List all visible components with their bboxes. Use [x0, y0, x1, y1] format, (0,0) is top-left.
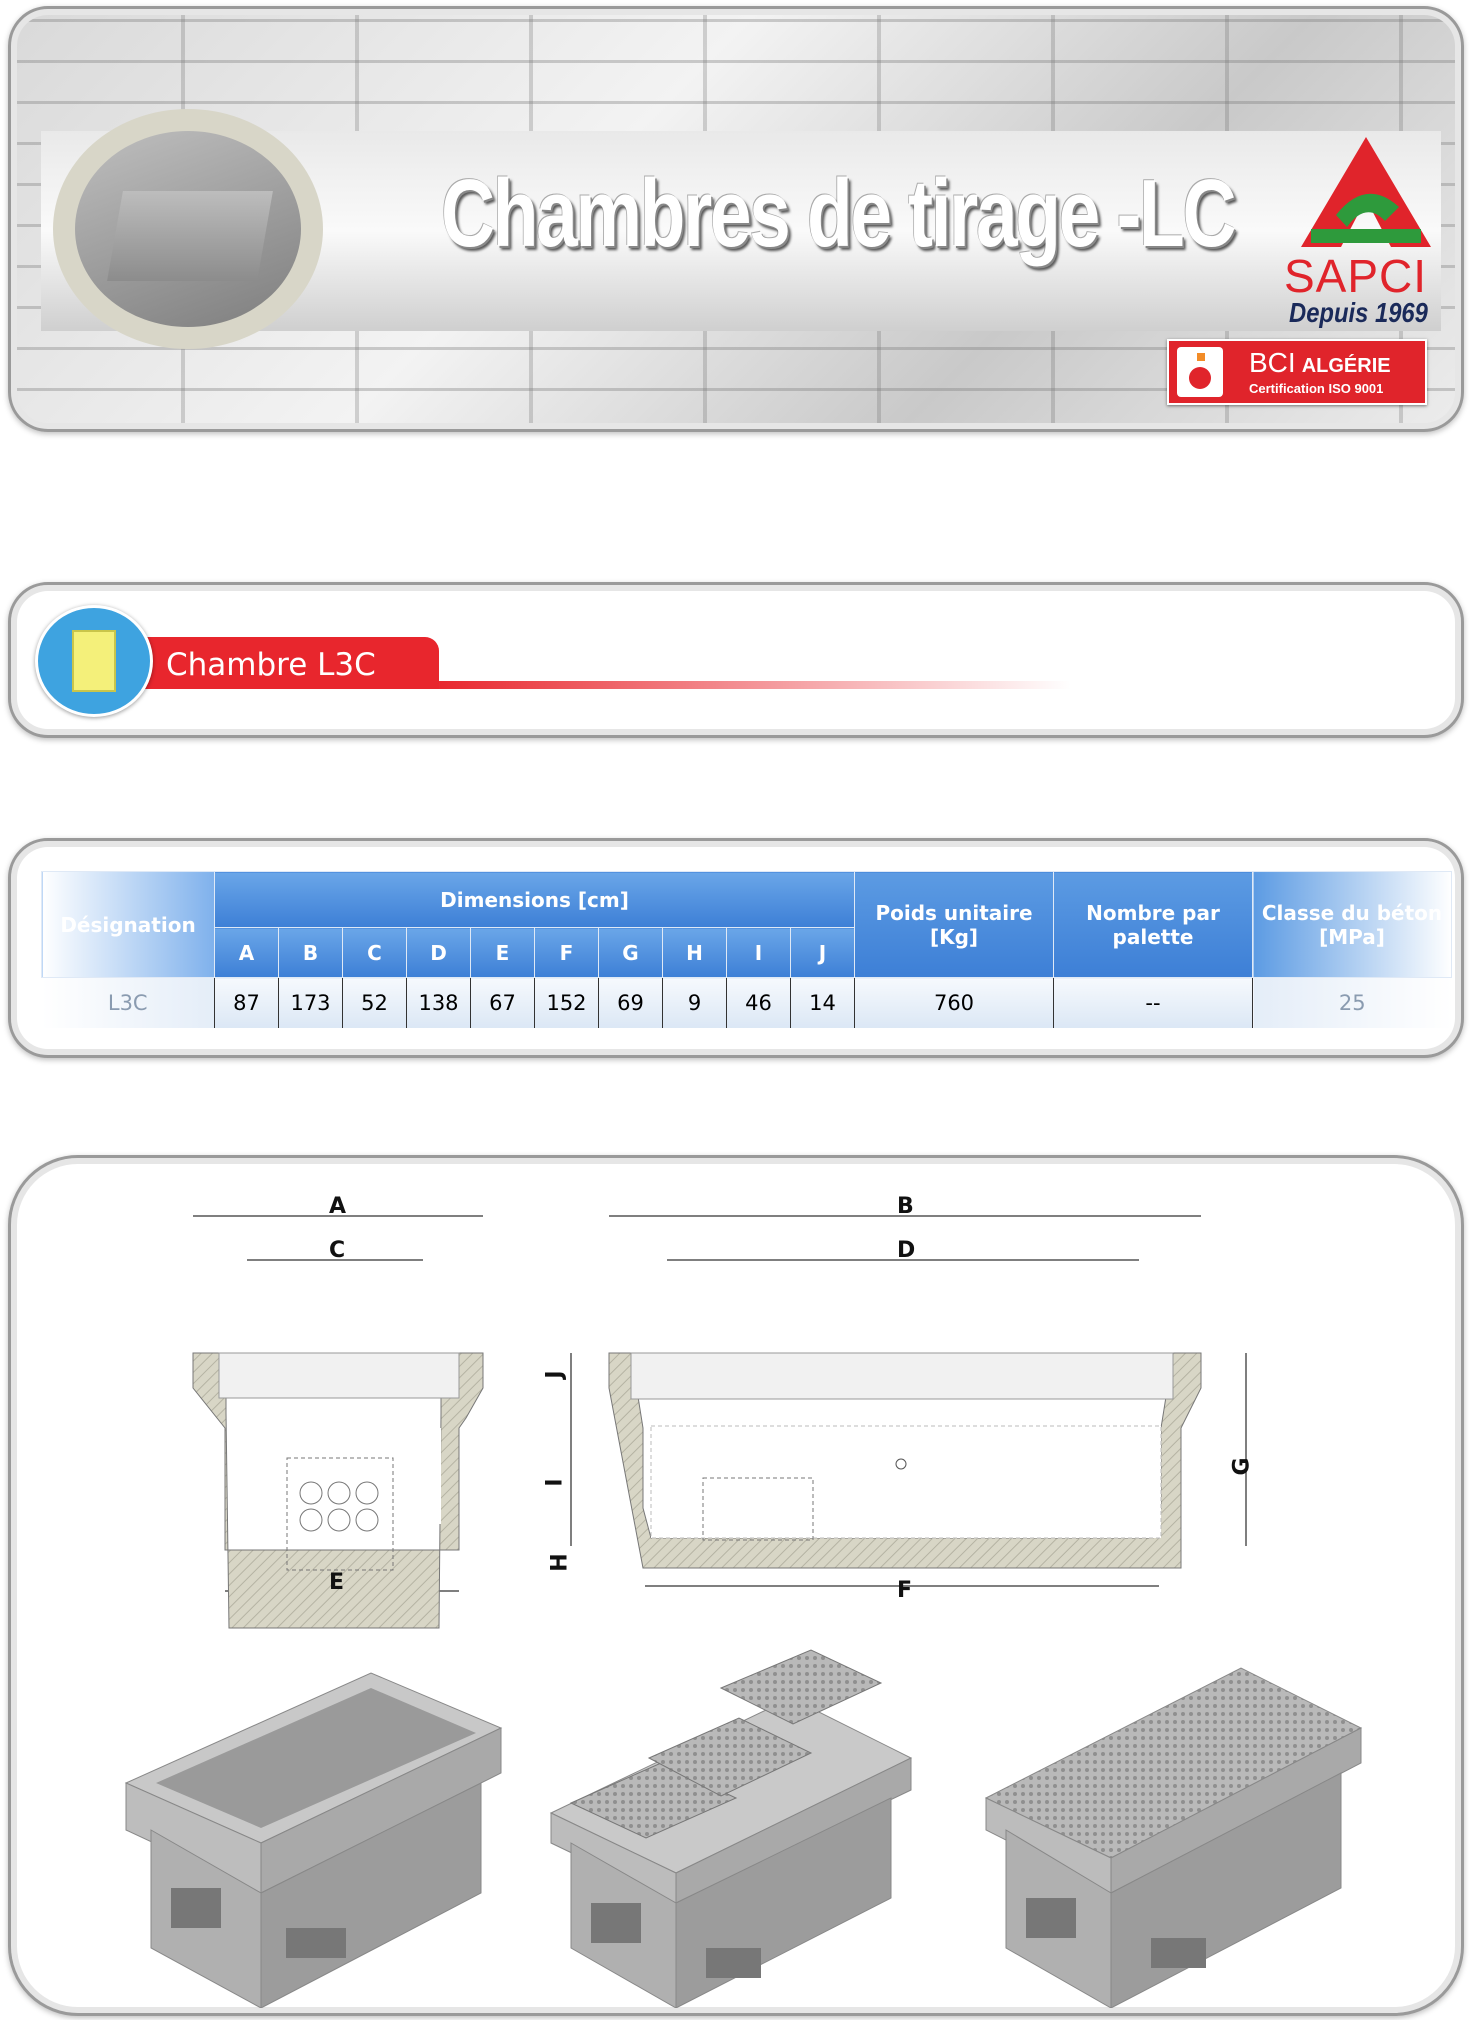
section-underline — [431, 681, 1071, 689]
cert-name: BCI — [1249, 347, 1296, 378]
concrete-header: Classe du béton [MPa] — [1253, 872, 1452, 978]
dim-header-i: I — [727, 928, 791, 978]
dimensions-header: Dimensions [cm] — [215, 872, 855, 928]
dim-label-i: I — [542, 1478, 568, 1487]
cell-dim-j: 14 — [791, 978, 855, 1029]
dim-header-g: G — [599, 928, 663, 978]
bci-logo-icon — [1177, 347, 1223, 397]
cell-dim-f: 152 — [535, 978, 599, 1029]
table-row — [42, 978, 1452, 1029]
cert-text: Certification ISO 9001 — [1249, 381, 1384, 396]
covered-chamber-3d — [551, 1650, 911, 2008]
document-icon — [35, 605, 153, 717]
brand-name: SAPCI — [1284, 250, 1428, 302]
section-label: Chambre L3C — [166, 647, 376, 683]
weight-header: Poids unitaire [Kg] — [855, 872, 1054, 978]
dim-header-b: B — [279, 928, 343, 978]
cell-dim-d: 138 — [407, 978, 471, 1029]
dim-header-j: J — [791, 928, 855, 978]
cell-dim-c: 52 — [343, 978, 407, 1029]
cell-dim-e: 67 — [471, 978, 535, 1029]
cell-dim-b: 173 — [279, 978, 343, 1029]
section-view-side — [571, 1216, 1246, 1586]
technical-drawing-panel — [8, 1155, 1464, 2016]
cell-dim-h: 9 — [663, 978, 727, 1029]
dim-label-a: A — [329, 1194, 347, 1219]
section-view-front — [193, 1216, 483, 1628]
cert-country: ALGÉRIE — [1301, 355, 1391, 377]
dim-label-h: H — [547, 1553, 573, 1572]
dim-label-c: C — [329, 1238, 346, 1263]
dim-label-f: F — [897, 1578, 913, 1603]
dim-header-d: D — [407, 928, 471, 978]
dim-label-j: J — [542, 1370, 568, 1379]
open-chamber-3d — [126, 1673, 501, 2008]
page-title: Chambres de tirage -LC — [441, 160, 1235, 267]
dim-label-b: B — [897, 1194, 914, 1219]
cell-weight: 760 — [855, 978, 1054, 1029]
spec-table — [41, 871, 1452, 1028]
dim-header-a: A — [215, 928, 279, 978]
cell-dim-a: 87 — [215, 978, 279, 1029]
certification-badge — [1167, 339, 1427, 405]
brand-since: Depuis 1969 — [1289, 297, 1428, 328]
dim-label-d: D — [897, 1238, 916, 1263]
cell-designation: L3C — [42, 978, 215, 1029]
dim-label-e: E — [329, 1570, 345, 1595]
dim-label-g: G — [1229, 1457, 1255, 1476]
technical-drawing — [11, 1158, 1451, 2008]
closed-chamber-3d — [986, 1668, 1361, 2008]
product-thumbnail — [53, 109, 323, 349]
dim-header-h: H — [663, 928, 727, 978]
dim-header-f: F — [535, 928, 599, 978]
pallet-header: Nombre par palette — [1054, 872, 1253, 978]
cell-dim-g: 69 — [599, 978, 663, 1029]
cell-pallet: -- — [1054, 978, 1253, 1029]
section-header — [8, 582, 1464, 738]
dim-header-e: E — [471, 928, 535, 978]
designation-header: Désignation — [42, 872, 215, 978]
dim-header-c: C — [343, 928, 407, 978]
spec-table-panel — [8, 838, 1464, 1058]
cell-concrete: 25 — [1253, 978, 1452, 1029]
header-banner — [8, 6, 1464, 432]
cell-dim-i: 46 — [727, 978, 791, 1029]
